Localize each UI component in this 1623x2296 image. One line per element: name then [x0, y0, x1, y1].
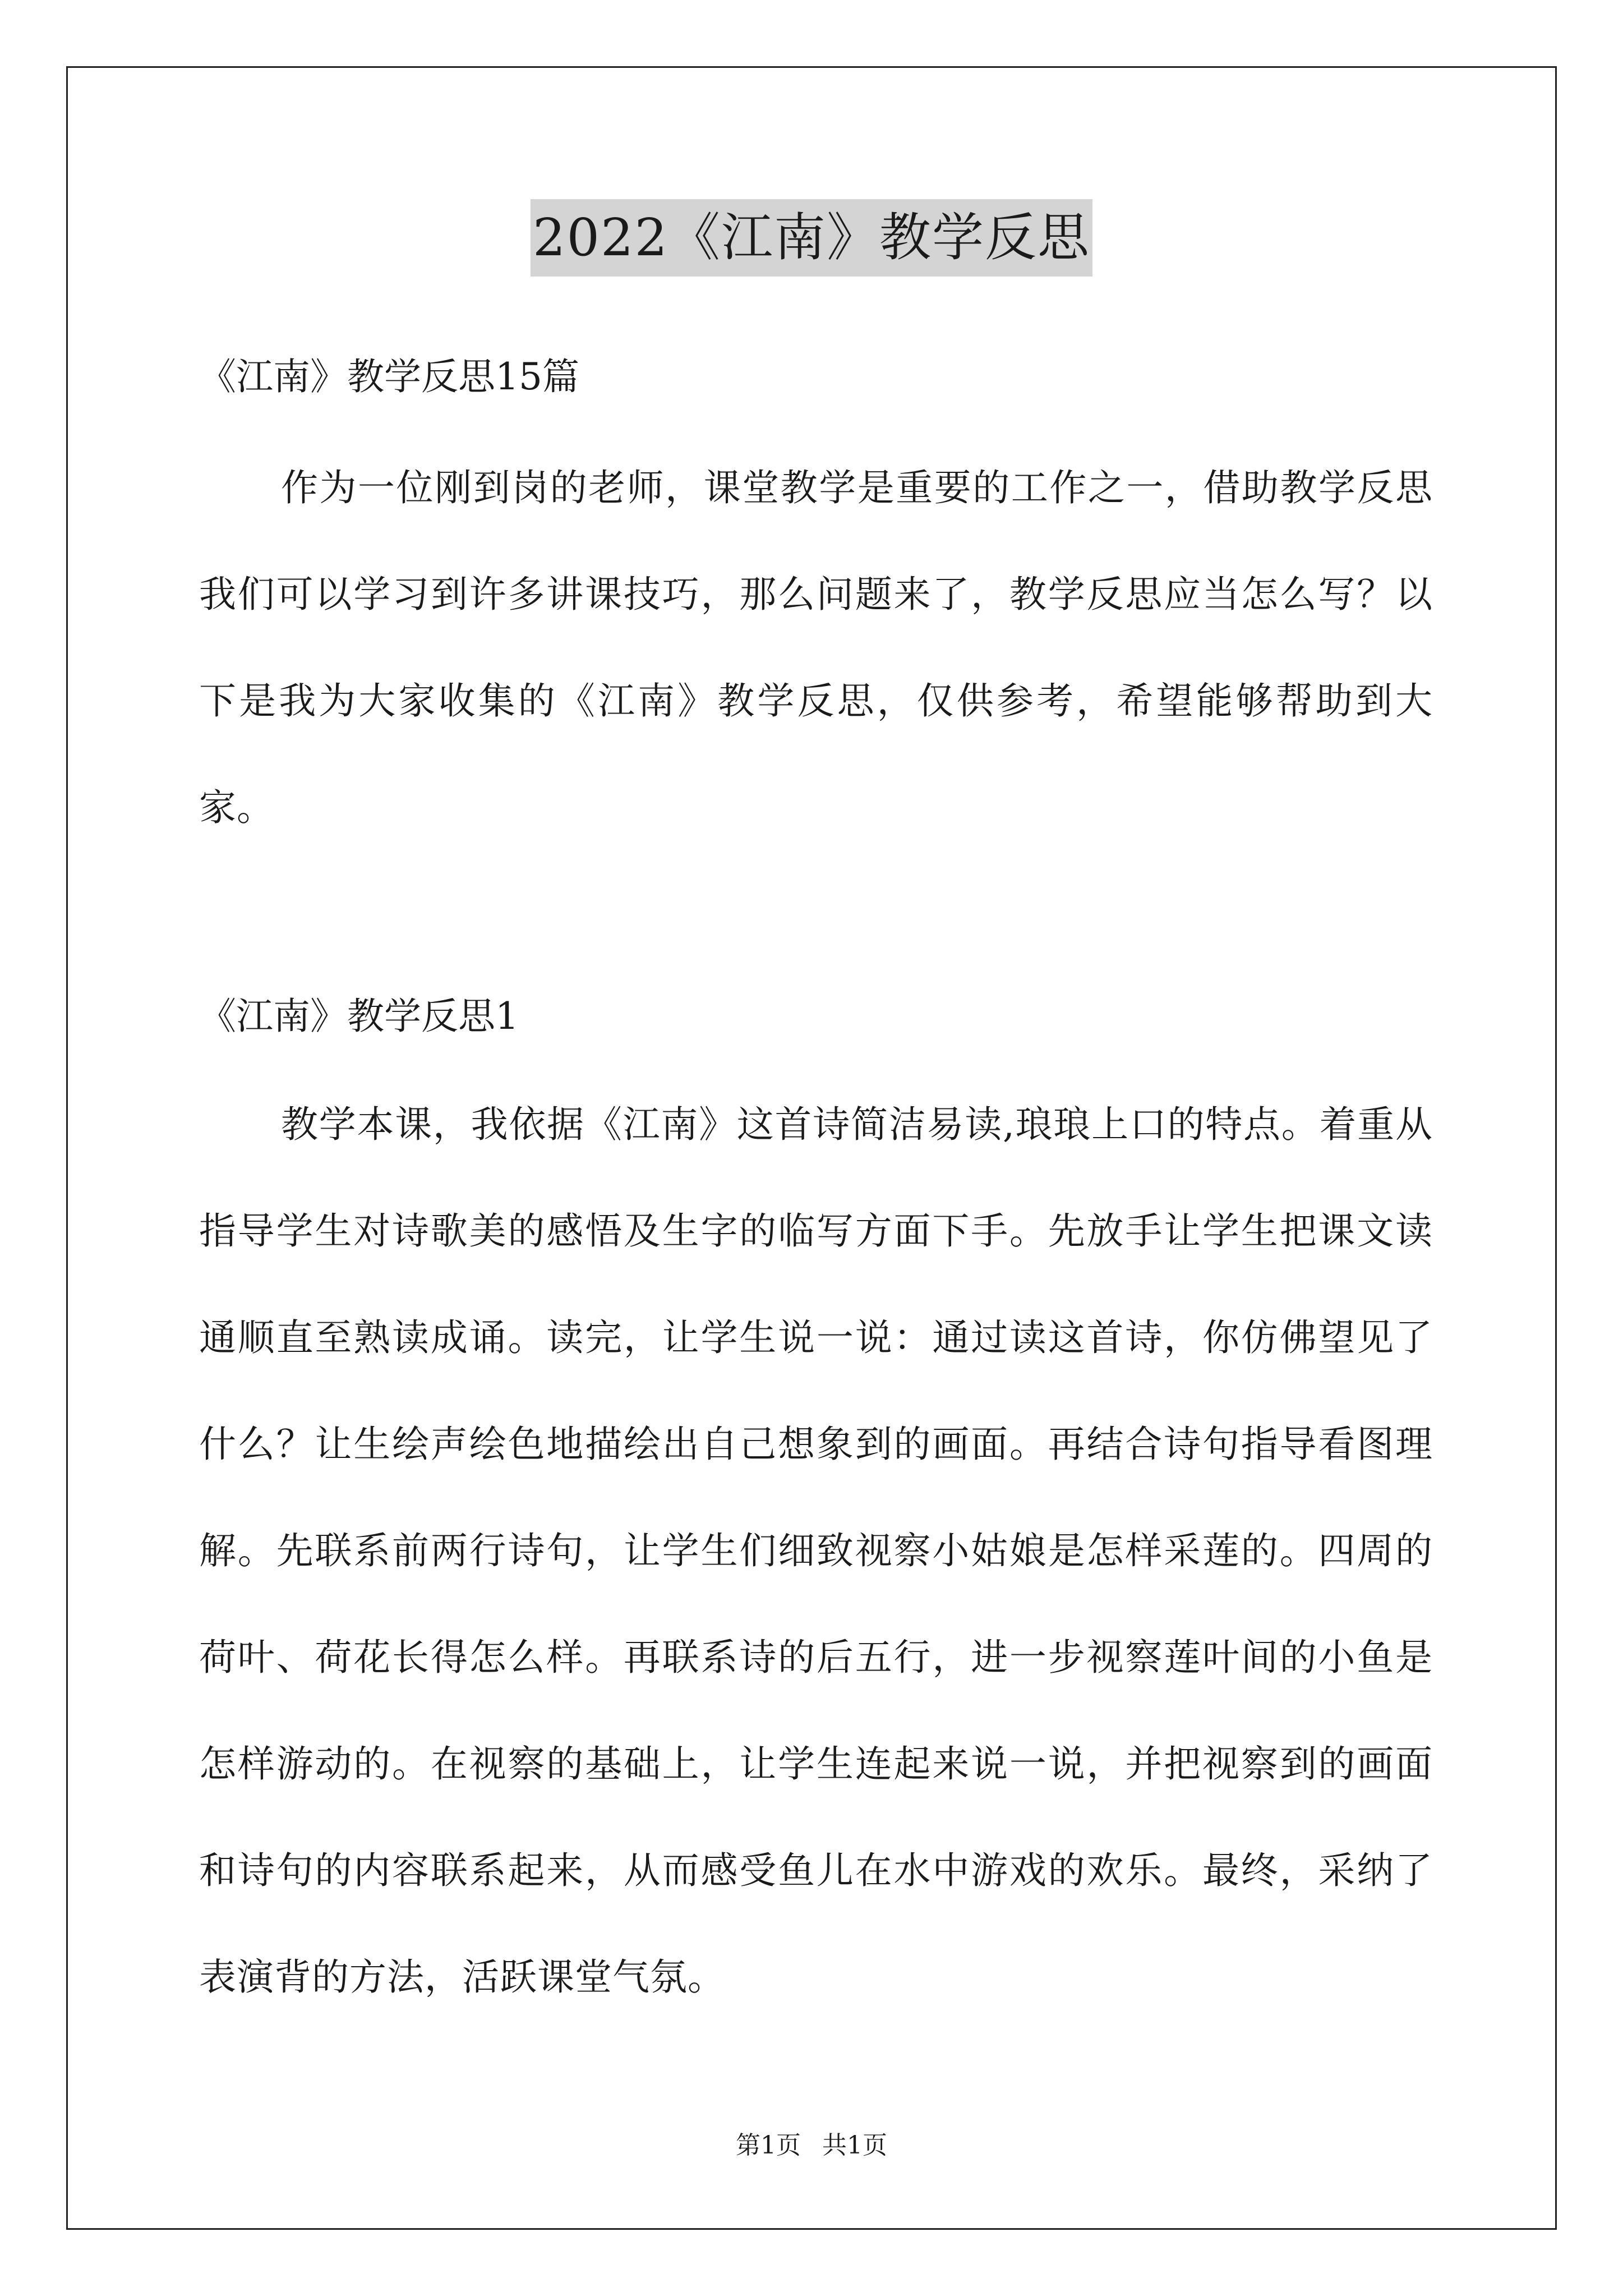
section-1 — [199, 1071, 1433, 2031]
title-area — [0, 199, 1623, 277]
section-heading: 《江南》教学反思1 — [199, 995, 519, 1038]
document-body — [199, 343, 1433, 411]
intro-section — [199, 435, 1433, 861]
section-paragraph: 教学本课，我依据《江南》这首诗简洁易读,琅琅上口的特点。着重从指导学生对诗歌美的感悟及生字的临写方面下手。先放手让学生把课文读通顺直至熟读成诵。读完，让学生说一说：通过读这首诗，你仿佛望见了什么？让生绘声绘色地描绘出自己想象到的画面。再结合诗句指导看图理解。先联系前两行诗句，让学生们细致视察小姑娘是怎样采莲的。四周的荷叶、荷花长得怎么样。再联系诗的后五行，进一步视察莲叶间的小鱼是怎样游动的。在视察的基础上，让学生连起来说一说，并把视察到的画面和诗句的内容联系起来，从而感受鱼儿在水中游戏的欢乐。最终，采纳了表演背的方法，活跃课堂气氛。 — [199, 1103, 1433, 1999]
page-total: 共1页 — [822, 2131, 887, 2160]
page-footer — [0, 2129, 1623, 2162]
intro-paragraph: 作为一位刚到岗的老师，课堂教学是重要的工作之一，借助教学反思我们可以学习到许多讲课技巧，那么问题来了，教学反思应当怎么写？以下是我为大家收集的《江南》教学反思，仅供参考，希望能够帮助到大家。 — [199, 466, 1433, 829]
subtitle: 《江南》教学反思15篇 — [199, 355, 579, 398]
section-1-heading-wrap — [199, 983, 1433, 1050]
page-number: 第1页 — [736, 2131, 801, 2160]
document-title: 2022《江南》教学反思 — [531, 199, 1092, 277]
